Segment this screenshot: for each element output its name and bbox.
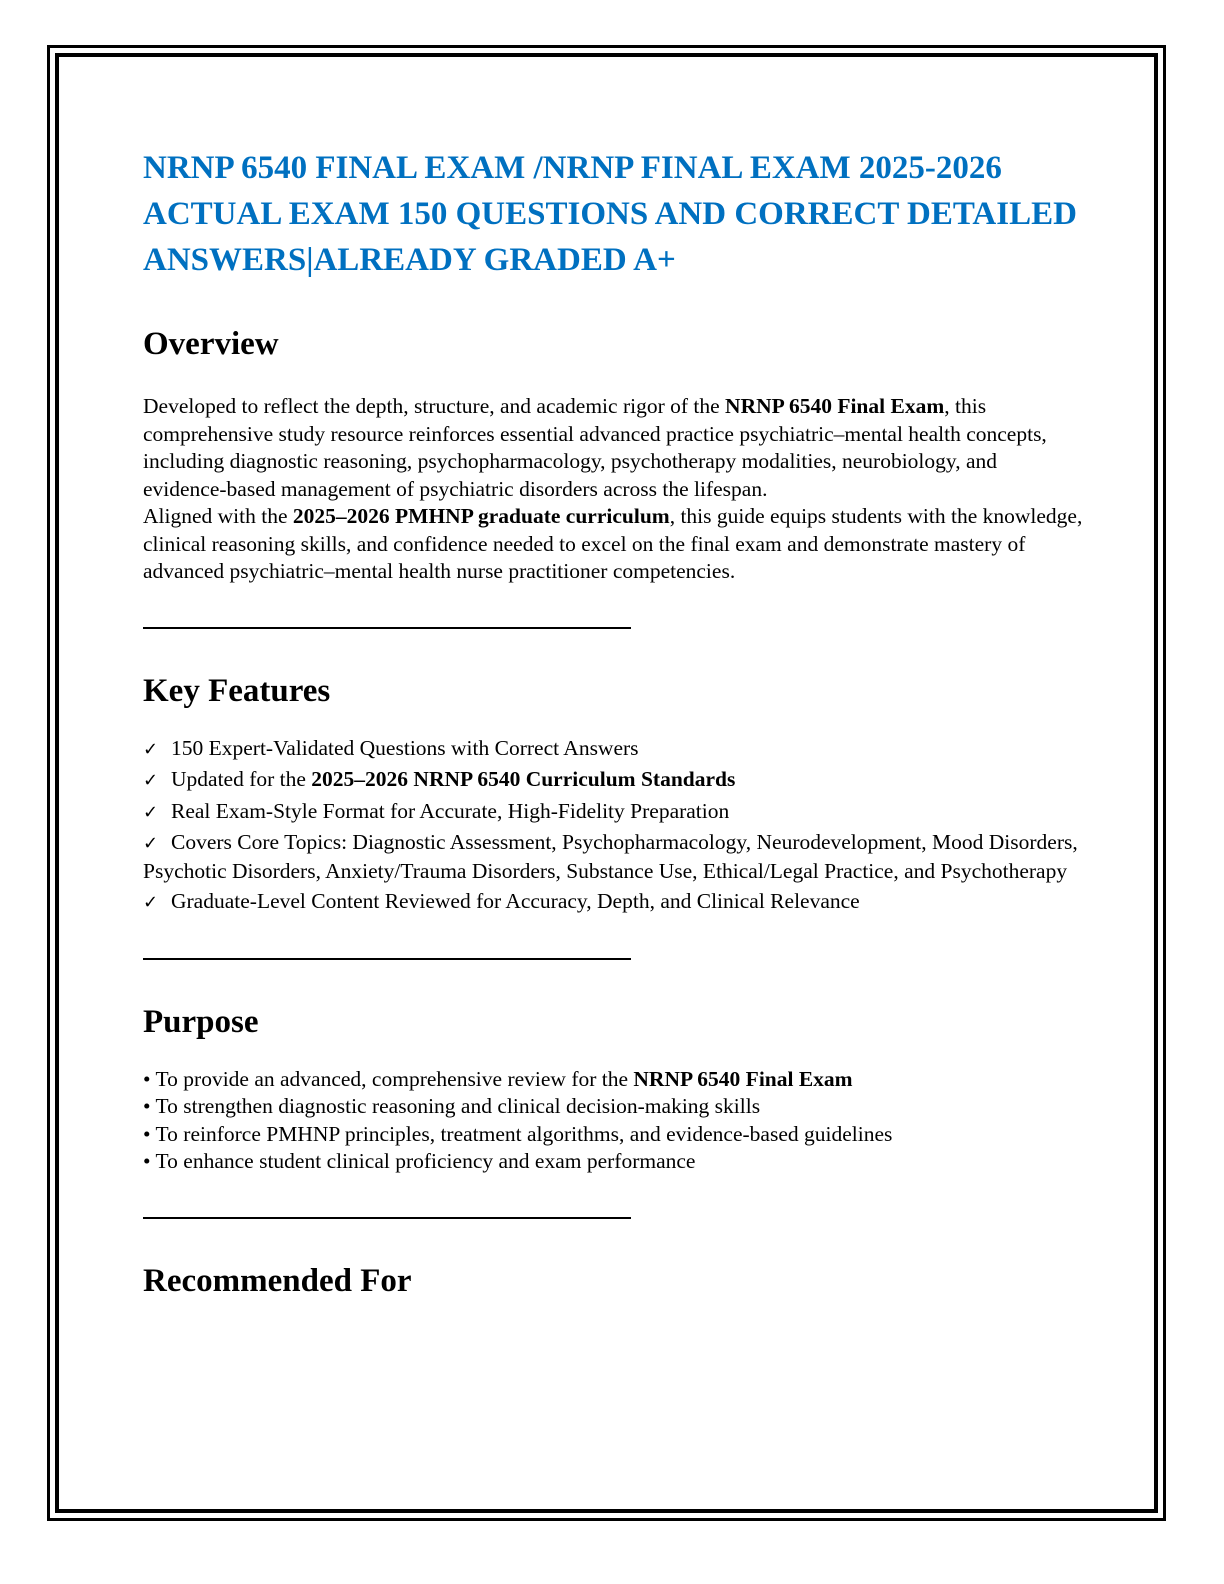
overview-p1-text-a: Developed to reflect the depth, structure, and academic rigor of the [143, 394, 726, 418]
feature-text: 150 Expert-Validated Questions with Correct Answers [171, 735, 639, 760]
list-item [143, 735, 1083, 764]
list-item [143, 829, 1083, 885]
feature-text: Updated for the [171, 767, 312, 791]
feature-text: Covers Core Topics: Diagnostic Assessment, Psychopharmacology, Neurodevelopment, Mood Disorders, Psychotic Disorders, Anxiety/Trauma Disorders, Substance Use, Ethical/Legal Practice, and Psychotherapy [143, 830, 1078, 883]
overview-p2-text-b: , this guide equips students with the knowledge, clinical reasoning skills, and confidence needed to excel on the final exam and demonstrate mastery of advanced psychiatric–mental health nurse practitioner competencies. [143, 504, 1083, 583]
list-item [143, 1121, 1083, 1149]
document-body [143, 145, 1083, 1301]
section-divider [143, 1217, 631, 1219]
check-icon: ✓ [143, 770, 159, 791]
check-icon: ✓ [143, 833, 159, 854]
purpose-bold: NRNP 6540 Final Exam [633, 1066, 853, 1091]
list-item [143, 1148, 1083, 1176]
overview-p1-text-b: , this comprehensive study resource reinforces essential advanced practice psychiatric–mental health concepts, including diagnostic reasoning, psychopharmacology, psychotherapy modalities, neurobiology, and evidence-based management of psychiatric disorders across the lifespan. [143, 394, 1047, 501]
purpose-text: To enhance student clinical proficiency and exam performance [155, 1149, 696, 1173]
bullet: • [143, 1121, 151, 1146]
bullet: • [143, 1094, 151, 1118]
check-icon: ✓ [143, 801, 159, 823]
purpose-text: To provide an advanced, comprehensive review for the [155, 1066, 634, 1091]
list-item [143, 1066, 1083, 1094]
list-item [143, 766, 1083, 795]
purpose-text: To reinforce PMHNP principles, treatment algorithms, and evidence-based guidelines [155, 1121, 893, 1146]
check-icon: ✓ [143, 738, 159, 760]
key-features-heading: Key Features [143, 672, 331, 709]
bullet: • [143, 1066, 151, 1091]
list-item [143, 1093, 1083, 1121]
check-icon: ✓ [143, 892, 159, 913]
purpose-text: To strengthen diagnostic reasoning and clinical decision-making skills [155, 1094, 761, 1118]
recommended-heading: Recommended For [143, 1262, 412, 1299]
section-divider [143, 958, 631, 960]
list-item [143, 798, 1083, 827]
bullet: • [143, 1149, 151, 1173]
feature-text: Real Exam-Style Format for Accurate, High-Fidelity Preparation [171, 798, 730, 823]
purpose-heading: Purpose [143, 1003, 259, 1040]
feature-text: Graduate-Level Content Reviewed for Accuracy, Depth, and Clinical Relevance [171, 889, 860, 913]
overview-p2-text-a: Aligned with the [143, 504, 293, 528]
key-features-list [143, 735, 1083, 917]
overview-paragraph-2 [143, 503, 1083, 586]
feature-bold: 2025–2026 NRNP 6540 Curriculum Standards [311, 767, 736, 791]
section-divider [143, 627, 631, 629]
overview-p2-bold: 2025–2026 PMHNP graduate curriculum [292, 504, 670, 528]
document-title: NRNP 6540 FINAL EXAM /NRNP FINAL EXAM 2025-2026 ACTUAL EXAM 150 QUESTIONS AND CORRECT DETAILED ANSWERS|ALREADY GRADED A+ [143, 150, 1077, 278]
overview-paragraph-1 [143, 393, 1083, 503]
overview-heading: Overview [143, 326, 279, 362]
list-item [143, 888, 1083, 917]
overview-p1-bold: NRNP 6540 Final Exam [725, 394, 945, 418]
purpose-list [143, 1066, 1083, 1176]
